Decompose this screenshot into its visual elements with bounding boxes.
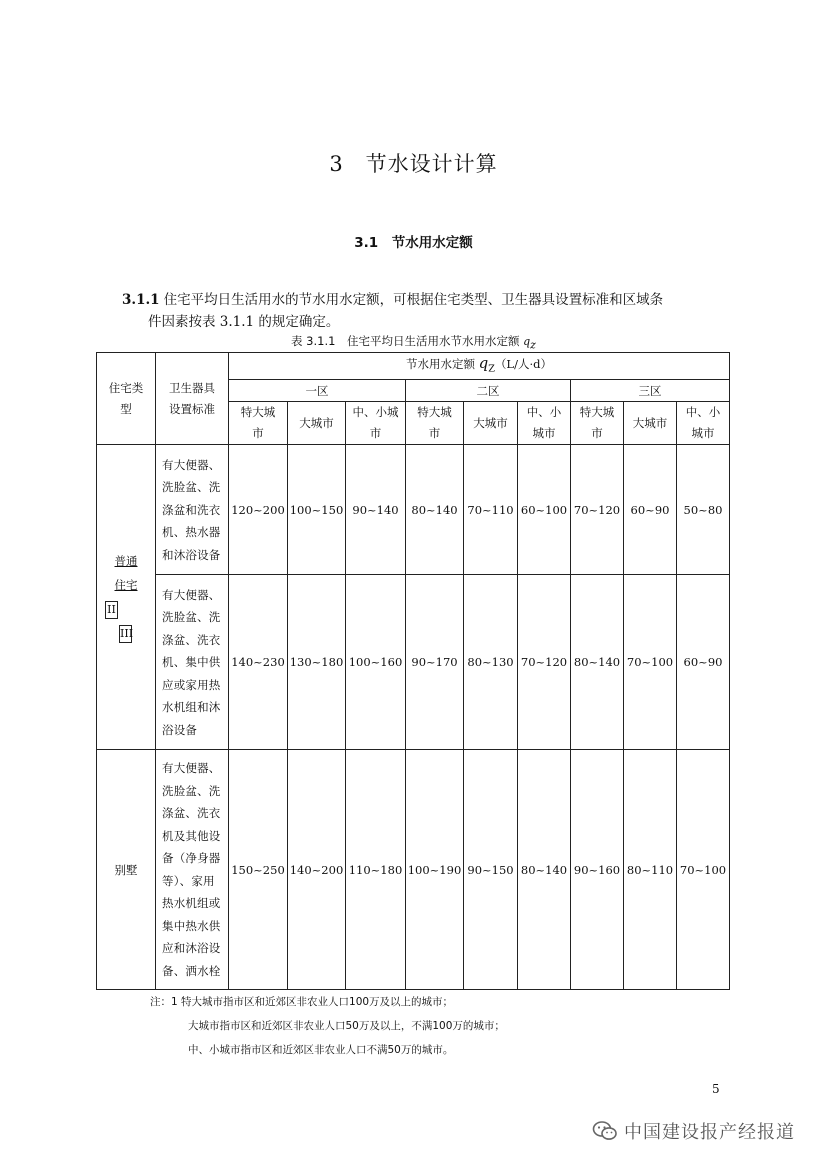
value-cell: 50~80 — [677, 445, 730, 575]
note-line-2: 大城市指市区和近郊区非农业人口50万及以上，不满100万的城市； — [188, 1020, 505, 1032]
header-city-type: 大城市 — [464, 402, 518, 445]
table-row — [97, 575, 730, 750]
value-cell: 90~140 — [346, 445, 406, 575]
value-cell: 80~140 — [571, 575, 624, 750]
value-cell: 60~90 — [677, 575, 730, 750]
header-fixture-cell — [156, 353, 229, 445]
clause-number: 3.1.1 — [122, 292, 160, 308]
value-cell: 80~140 — [518, 750, 571, 990]
standard-box-ii: II — [105, 601, 118, 619]
value-cell: 70~120 — [518, 575, 571, 750]
header-zone-2: 二区 — [406, 380, 571, 402]
type-ordinary-line2: 住宅 — [114, 578, 138, 593]
value-cell: 110~180 — [346, 750, 406, 990]
fixture-cell: 有大便器、洗脸盆、洗涤盆、洗衣机、集中供应或家用热水机组和沐浴设备 — [156, 575, 229, 750]
fixture-cell: 有大便器、洗脸盆、洗涤盆、洗衣机及其他设备（净身器等）、家用热水机组或集中热水供应和沐浴设备、洒水栓 — [156, 750, 229, 990]
header-quota-cell — [229, 353, 730, 380]
header-city-type: 大城市 — [288, 402, 346, 445]
value-cell: 100~190 — [406, 750, 464, 990]
header-fixture-label: 卫生器具设置标准 — [169, 380, 215, 416]
header-type-label: 住宅类型 — [108, 380, 144, 416]
value-cell: 60~90 — [624, 445, 677, 575]
header-quota-unit: （L/人·d） — [494, 357, 552, 371]
value-cell: 130~180 — [288, 575, 346, 750]
quota-table — [96, 352, 730, 990]
value-cell: 60~100 — [518, 445, 571, 575]
table-row — [97, 445, 730, 575]
value-cell: 140~200 — [288, 750, 346, 990]
standard-box-iii: III — [119, 625, 132, 643]
clause-paragraph — [122, 289, 732, 333]
table-caption-text: 表 3.1.1 住宅平均日生活用水节水用水定额 — [291, 334, 524, 348]
header-city-type: 特大城市 — [406, 402, 464, 445]
header-city-type: 特大城市 — [571, 402, 624, 445]
table-row — [97, 750, 730, 990]
header-quota-symbol: q — [478, 354, 489, 372]
clause-text-line1: 住宅平均日生活用水的节水用水定额，可根据住宅类型、卫生器具设置标准和区域条 — [163, 292, 664, 308]
watermark — [592, 1118, 795, 1144]
wechat-icon — [592, 1120, 618, 1142]
watermark-text: 中国建设报产经报道 — [624, 1122, 795, 1143]
table-caption-symbol: q — [523, 335, 531, 348]
value-cell: 120~200 — [229, 445, 288, 575]
type-villa-cell: 别墅 — [97, 750, 156, 990]
value-cell: 80~130 — [464, 575, 518, 750]
value-cell: 90~170 — [406, 575, 464, 750]
clause-text-line2: 件因素按表 3.1.1 的规定确定。 — [148, 314, 340, 330]
page-number: 5 — [712, 1082, 720, 1096]
header-city-type: 中、小城市 — [677, 402, 730, 445]
table-caption — [0, 333, 827, 351]
note-line-3: 中、小城市指市区和近郊区非农业人口不满50万的城市。 — [188, 1044, 454, 1056]
value-cell: 70~120 — [571, 445, 624, 575]
header-zone-3: 三区 — [571, 380, 730, 402]
value-cell: 70~110 — [464, 445, 518, 575]
header-zone-1: 一区 — [229, 380, 406, 402]
chapter-title: 3 节水设计计算 — [329, 152, 498, 176]
value-cell: 90~160 — [571, 750, 624, 990]
section-title: 3.1 节水用水定额 — [354, 235, 473, 251]
header-city-type: 大城市 — [624, 402, 677, 445]
header-city-type: 特大城市 — [229, 402, 288, 445]
value-cell: 80~110 — [624, 750, 677, 990]
value-cell: 80~140 — [406, 445, 464, 575]
note-line-1: 注：1 特大城市指市区和近郊区非农业人口100万及以上的城市； — [150, 996, 454, 1008]
type-ordinary-line1: 普通 — [114, 554, 138, 569]
header-type-cell — [97, 353, 156, 445]
value-cell: 150~250 — [229, 750, 288, 990]
header-quota-symbol-sub: Z — [488, 363, 495, 375]
value-cell: 70~100 — [677, 750, 730, 990]
header-city-type: 中、小城市 — [346, 402, 406, 445]
table-notes — [150, 990, 505, 1062]
fixture-cell: 有大便器、洗脸盆、洗涤盆和洗衣机、热水器和沐浴设备 — [156, 445, 229, 575]
header-quota-label: 节水用水定额 — [406, 357, 479, 371]
value-cell: 140~230 — [229, 575, 288, 750]
value-cell: 100~150 — [288, 445, 346, 575]
header-city-type: 中、小城市 — [518, 402, 571, 445]
value-cell: 70~100 — [624, 575, 677, 750]
value-cell: 90~150 — [464, 750, 518, 990]
table-caption-symbol-sub: z — [530, 338, 536, 352]
value-cell: 100~160 — [346, 575, 406, 750]
type-ordinary-cell — [97, 445, 156, 750]
